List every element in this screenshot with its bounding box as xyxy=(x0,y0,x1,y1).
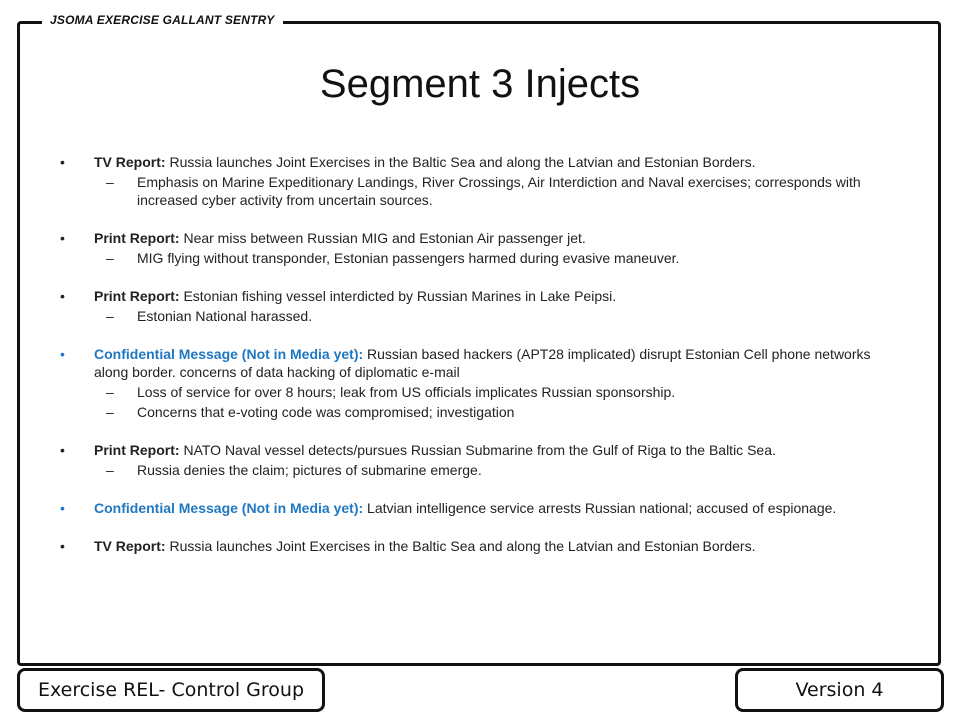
inject-text: Russia launches Joint Exercises in the Baltic Sea and along the Latvian and Estonian Borders. xyxy=(165,154,756,170)
inject-item xyxy=(60,229,890,247)
dash-icon: – xyxy=(106,404,114,420)
inject-item xyxy=(60,287,890,305)
inject-label-confidential: Confidential Message (Not in Media yet): xyxy=(94,500,364,516)
footer-group-label: Exercise REL- Control Group xyxy=(17,668,325,712)
inject-item xyxy=(60,345,890,381)
inject-label: TV Report: xyxy=(94,538,166,554)
bullet-icon: • xyxy=(60,442,65,458)
inject-detail-text: Russia denies the claim; pictures of submarine emerge. xyxy=(137,462,482,478)
bullet-icon: • xyxy=(60,154,65,170)
inject-detail xyxy=(60,173,890,209)
inject-detail-text: Emphasis on Marine Expeditionary Landings, River Crossings, Air Interdiction and Naval exercises; corresponds with increased cyber activity from uncertain sources. xyxy=(137,174,861,208)
inject-label: Print Report: xyxy=(94,230,180,246)
inject-detail-text: Concerns that e-voting code was compromised; investigation xyxy=(137,404,515,420)
inject-label: Print Report: xyxy=(94,442,180,458)
header-label: JSOMA EXERCISE GALLANT SENTRY xyxy=(42,13,283,27)
inject-detail xyxy=(60,403,890,421)
inject-text: Near miss between Russian MIG and Estonian Air passenger jet. xyxy=(179,230,586,246)
bullet-icon: • xyxy=(60,538,65,554)
inject-item xyxy=(60,153,890,171)
inject-item xyxy=(60,499,890,517)
inject-detail xyxy=(60,383,890,401)
inject-text: Latvian intelligence service arrests Russian national; accused of espionage. xyxy=(363,500,837,516)
inject-item xyxy=(60,441,890,459)
inject-list xyxy=(60,153,890,555)
inject-text: Russian based hackers (APT28 implicated) disrupt Estonian Cell phone networks along border. concerns of data hacking of diplomatic e-mail xyxy=(94,346,871,380)
bullet-icon: • xyxy=(60,500,65,516)
inject-label: Print Report: xyxy=(94,288,180,304)
inject-item xyxy=(60,537,890,555)
footer-version-label: Version 4 xyxy=(735,668,944,712)
inject-detail xyxy=(60,307,890,325)
dash-icon: – xyxy=(106,250,114,266)
inject-label-confidential: Confidential Message (Not in Media yet): xyxy=(94,346,364,362)
inject-detail xyxy=(60,461,890,479)
inject-label: TV Report: xyxy=(94,154,166,170)
bullet-icon: • xyxy=(60,230,65,246)
inject-text: NATO Naval vessel detects/pursues Russian Submarine from the Gulf of Riga to the Baltic Sea. xyxy=(179,442,776,458)
dash-icon: – xyxy=(106,174,114,190)
bullet-icon: • xyxy=(60,346,65,362)
slide-title: Segment 3 Injects xyxy=(319,62,641,106)
dash-icon: – xyxy=(106,308,114,324)
inject-text: Estonian fishing vessel interdicted by Russian Marines in Lake Peipsi. xyxy=(179,288,617,304)
inject-detail-text: Loss of service for over 8 hours; leak from US officials implicates Russian sponsorship. xyxy=(137,384,676,400)
bullet-icon: • xyxy=(60,288,65,304)
inject-detail xyxy=(60,249,890,267)
inject-detail-text: Estonian National harassed. xyxy=(137,308,313,324)
dash-icon: – xyxy=(106,384,114,400)
inject-detail-text: MIG flying without transponder, Estonian passengers harmed during evasive maneuver. xyxy=(137,250,680,266)
dash-icon: – xyxy=(106,462,114,478)
inject-text: Russia launches Joint Exercises in the Baltic Sea and along the Latvian and Estonian Borders. xyxy=(165,538,756,554)
